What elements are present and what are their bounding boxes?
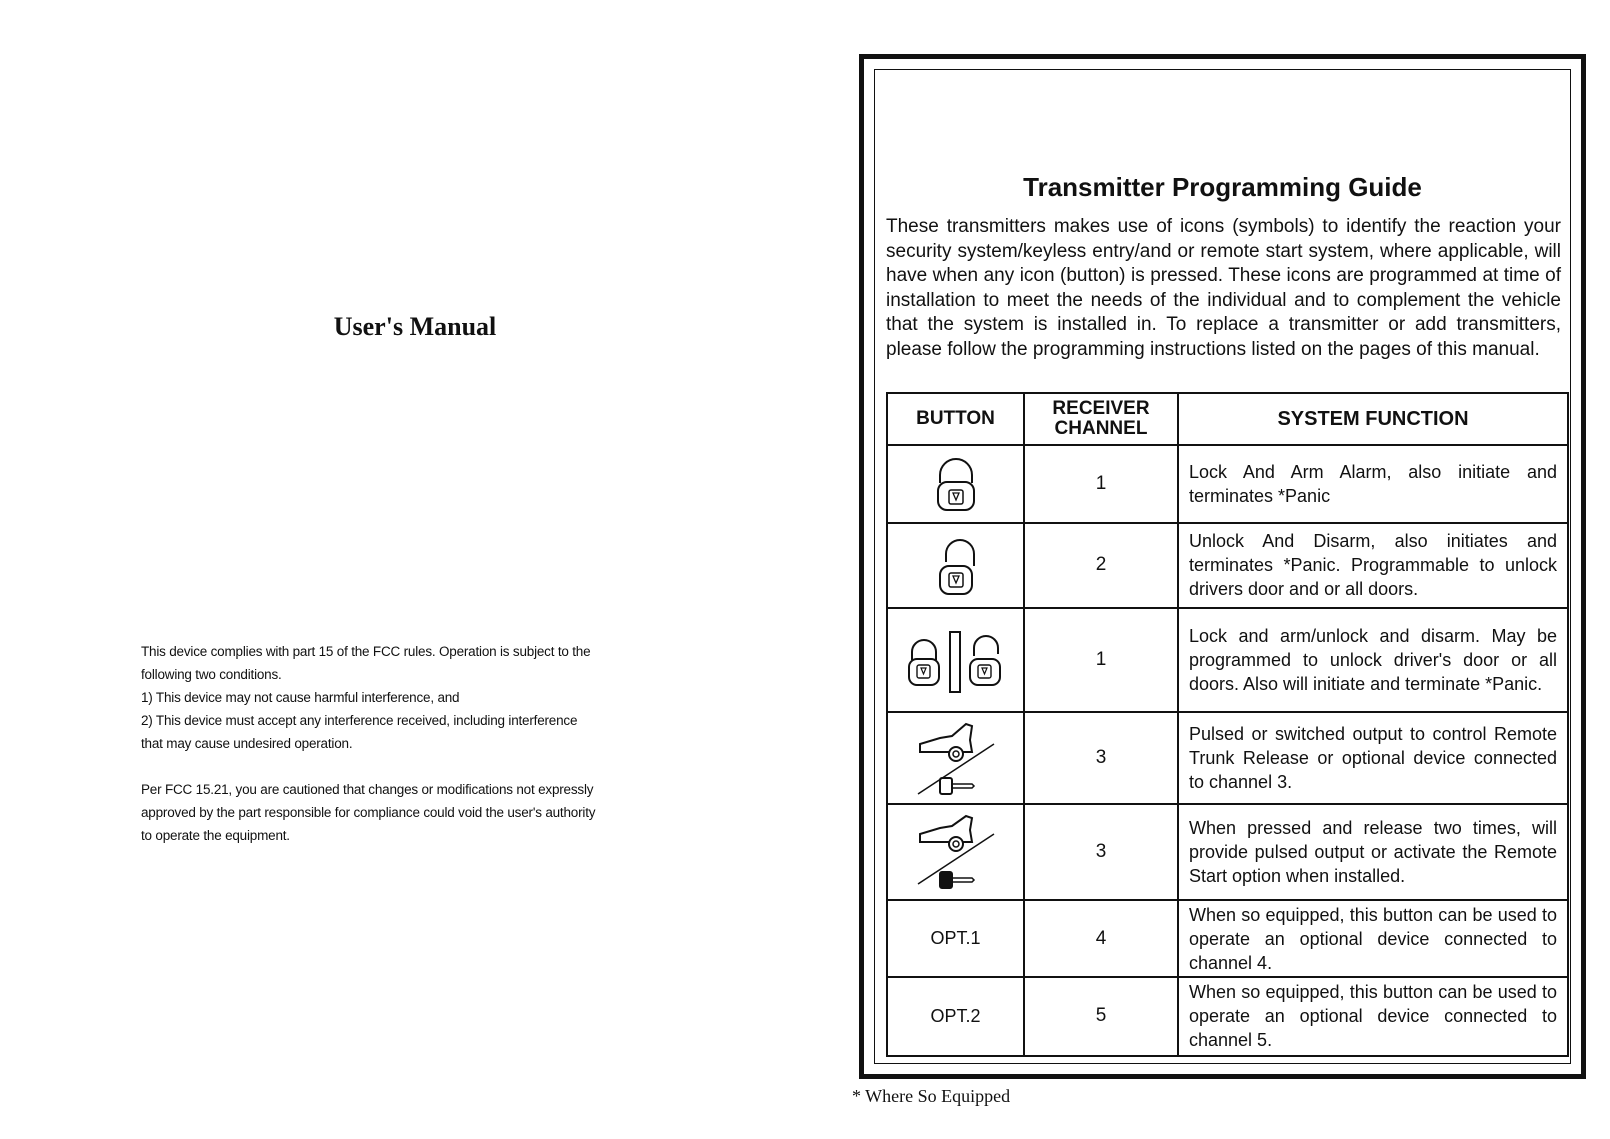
fcc-line: that may cause undesired operation. bbox=[141, 736, 353, 751]
table-row bbox=[887, 523, 1568, 607]
footnote: * Where So Equipped bbox=[852, 1086, 1011, 1106]
table-row bbox=[887, 712, 1568, 804]
lock-icon bbox=[889, 455, 1022, 513]
function-cell: Unlock And Disarm, also initiates and terminates *Panic. Programmable to unlock drivers door and or all doors. bbox=[1178, 523, 1568, 607]
programming-table bbox=[886, 392, 1569, 1057]
fcc-line: 1) This device may not cause harmful interference, and bbox=[141, 690, 460, 705]
fcc-compliance-statement bbox=[141, 640, 701, 847]
function-cell: Lock and arm/unlock and disarm. May be programmed to unlock driver's door or all doors. Also will initiate and terminate *Panic. bbox=[1178, 608, 1568, 712]
button-cell bbox=[887, 712, 1024, 804]
channel-cell: 3 bbox=[1024, 804, 1178, 900]
trunk-release-icon bbox=[889, 718, 1022, 798]
fcc-notice-line: approved by the part responsible for compliance could void the user's authority bbox=[141, 805, 596, 820]
header-channel-line1: RECEIVER bbox=[1052, 398, 1150, 419]
function-cell: Lock And Arm Alarm, also initiate and terminates *Panic bbox=[1178, 445, 1568, 523]
channel-cell: 3 bbox=[1024, 712, 1178, 804]
channel-cell: 1 bbox=[1024, 608, 1178, 712]
table-row bbox=[887, 900, 1568, 976]
header-button: BUTTON bbox=[887, 393, 1024, 445]
unlock-icon bbox=[889, 532, 1022, 598]
manual-title: User's Manual bbox=[333, 312, 497, 341]
function-cell: When so equipped, this button can be used to operate an optional device connected to channel 5. bbox=[1178, 977, 1568, 1056]
guide-intro: These transmitters makes use of icons (symbols) to identify the reaction your security system/keyless entry/and or remote start system, where applicable, will have when any icon (button) is pressed. These icons are programmed at time of installation to meet the needs of the individual and to complement the vehicle that the system is installed in. To replace a transmitter or add transmitters, please follow the programming instructions listed on the pages of this manual. bbox=[886, 216, 1561, 360]
fcc-notice-line: to operate the equipment. bbox=[141, 828, 290, 843]
channel-cell: 4 bbox=[1024, 900, 1178, 976]
fcc-line: 2) This device must accept any interference received, including interference bbox=[141, 713, 578, 728]
button-cell: OPT.1 bbox=[887, 900, 1024, 976]
button-cell bbox=[887, 523, 1024, 607]
fcc-line: This device complies with part 15 of the FCC rules. Operation is subject to the bbox=[141, 644, 591, 659]
function-cell: Pulsed or switched output to control Remote Trunk Release or optional device connected to channel 3. bbox=[1178, 712, 1568, 804]
table-row bbox=[887, 977, 1568, 1056]
button-cell: OPT.2 bbox=[887, 977, 1024, 1056]
fcc-notice-line: Per FCC 15.21, you are cautioned that changes or modifications not expressly bbox=[141, 782, 594, 797]
table-row bbox=[887, 445, 1568, 523]
button-cell bbox=[887, 445, 1024, 523]
header-receiver-channel bbox=[1024, 393, 1178, 445]
channel-cell: 5 bbox=[1024, 977, 1178, 1056]
table-header-row bbox=[887, 393, 1568, 445]
channel-cell: 2 bbox=[1024, 523, 1178, 607]
guide-title: Transmitter Programming Guide bbox=[1023, 172, 1422, 202]
function-cell: When so equipped, this button can be used to operate an optional device connected to channel 4. bbox=[1178, 900, 1568, 976]
header-channel-line2: CHANNEL bbox=[1054, 418, 1148, 439]
remote-start-icon bbox=[889, 812, 1022, 892]
fcc-line: following two conditions. bbox=[141, 667, 282, 682]
table-row bbox=[887, 804, 1568, 900]
button-cell bbox=[887, 608, 1024, 712]
header-system-function: SYSTEM FUNCTION bbox=[1178, 393, 1568, 445]
function-cell: When pressed and release two times, will provide pulsed output or activate the Remote Start option when installed. bbox=[1178, 804, 1568, 900]
programming-guide-frame bbox=[859, 54, 1586, 1079]
lock-unlock-icon bbox=[889, 624, 1022, 696]
channel-cell: 1 bbox=[1024, 445, 1178, 523]
table-row bbox=[887, 608, 1568, 712]
button-cell bbox=[887, 804, 1024, 900]
